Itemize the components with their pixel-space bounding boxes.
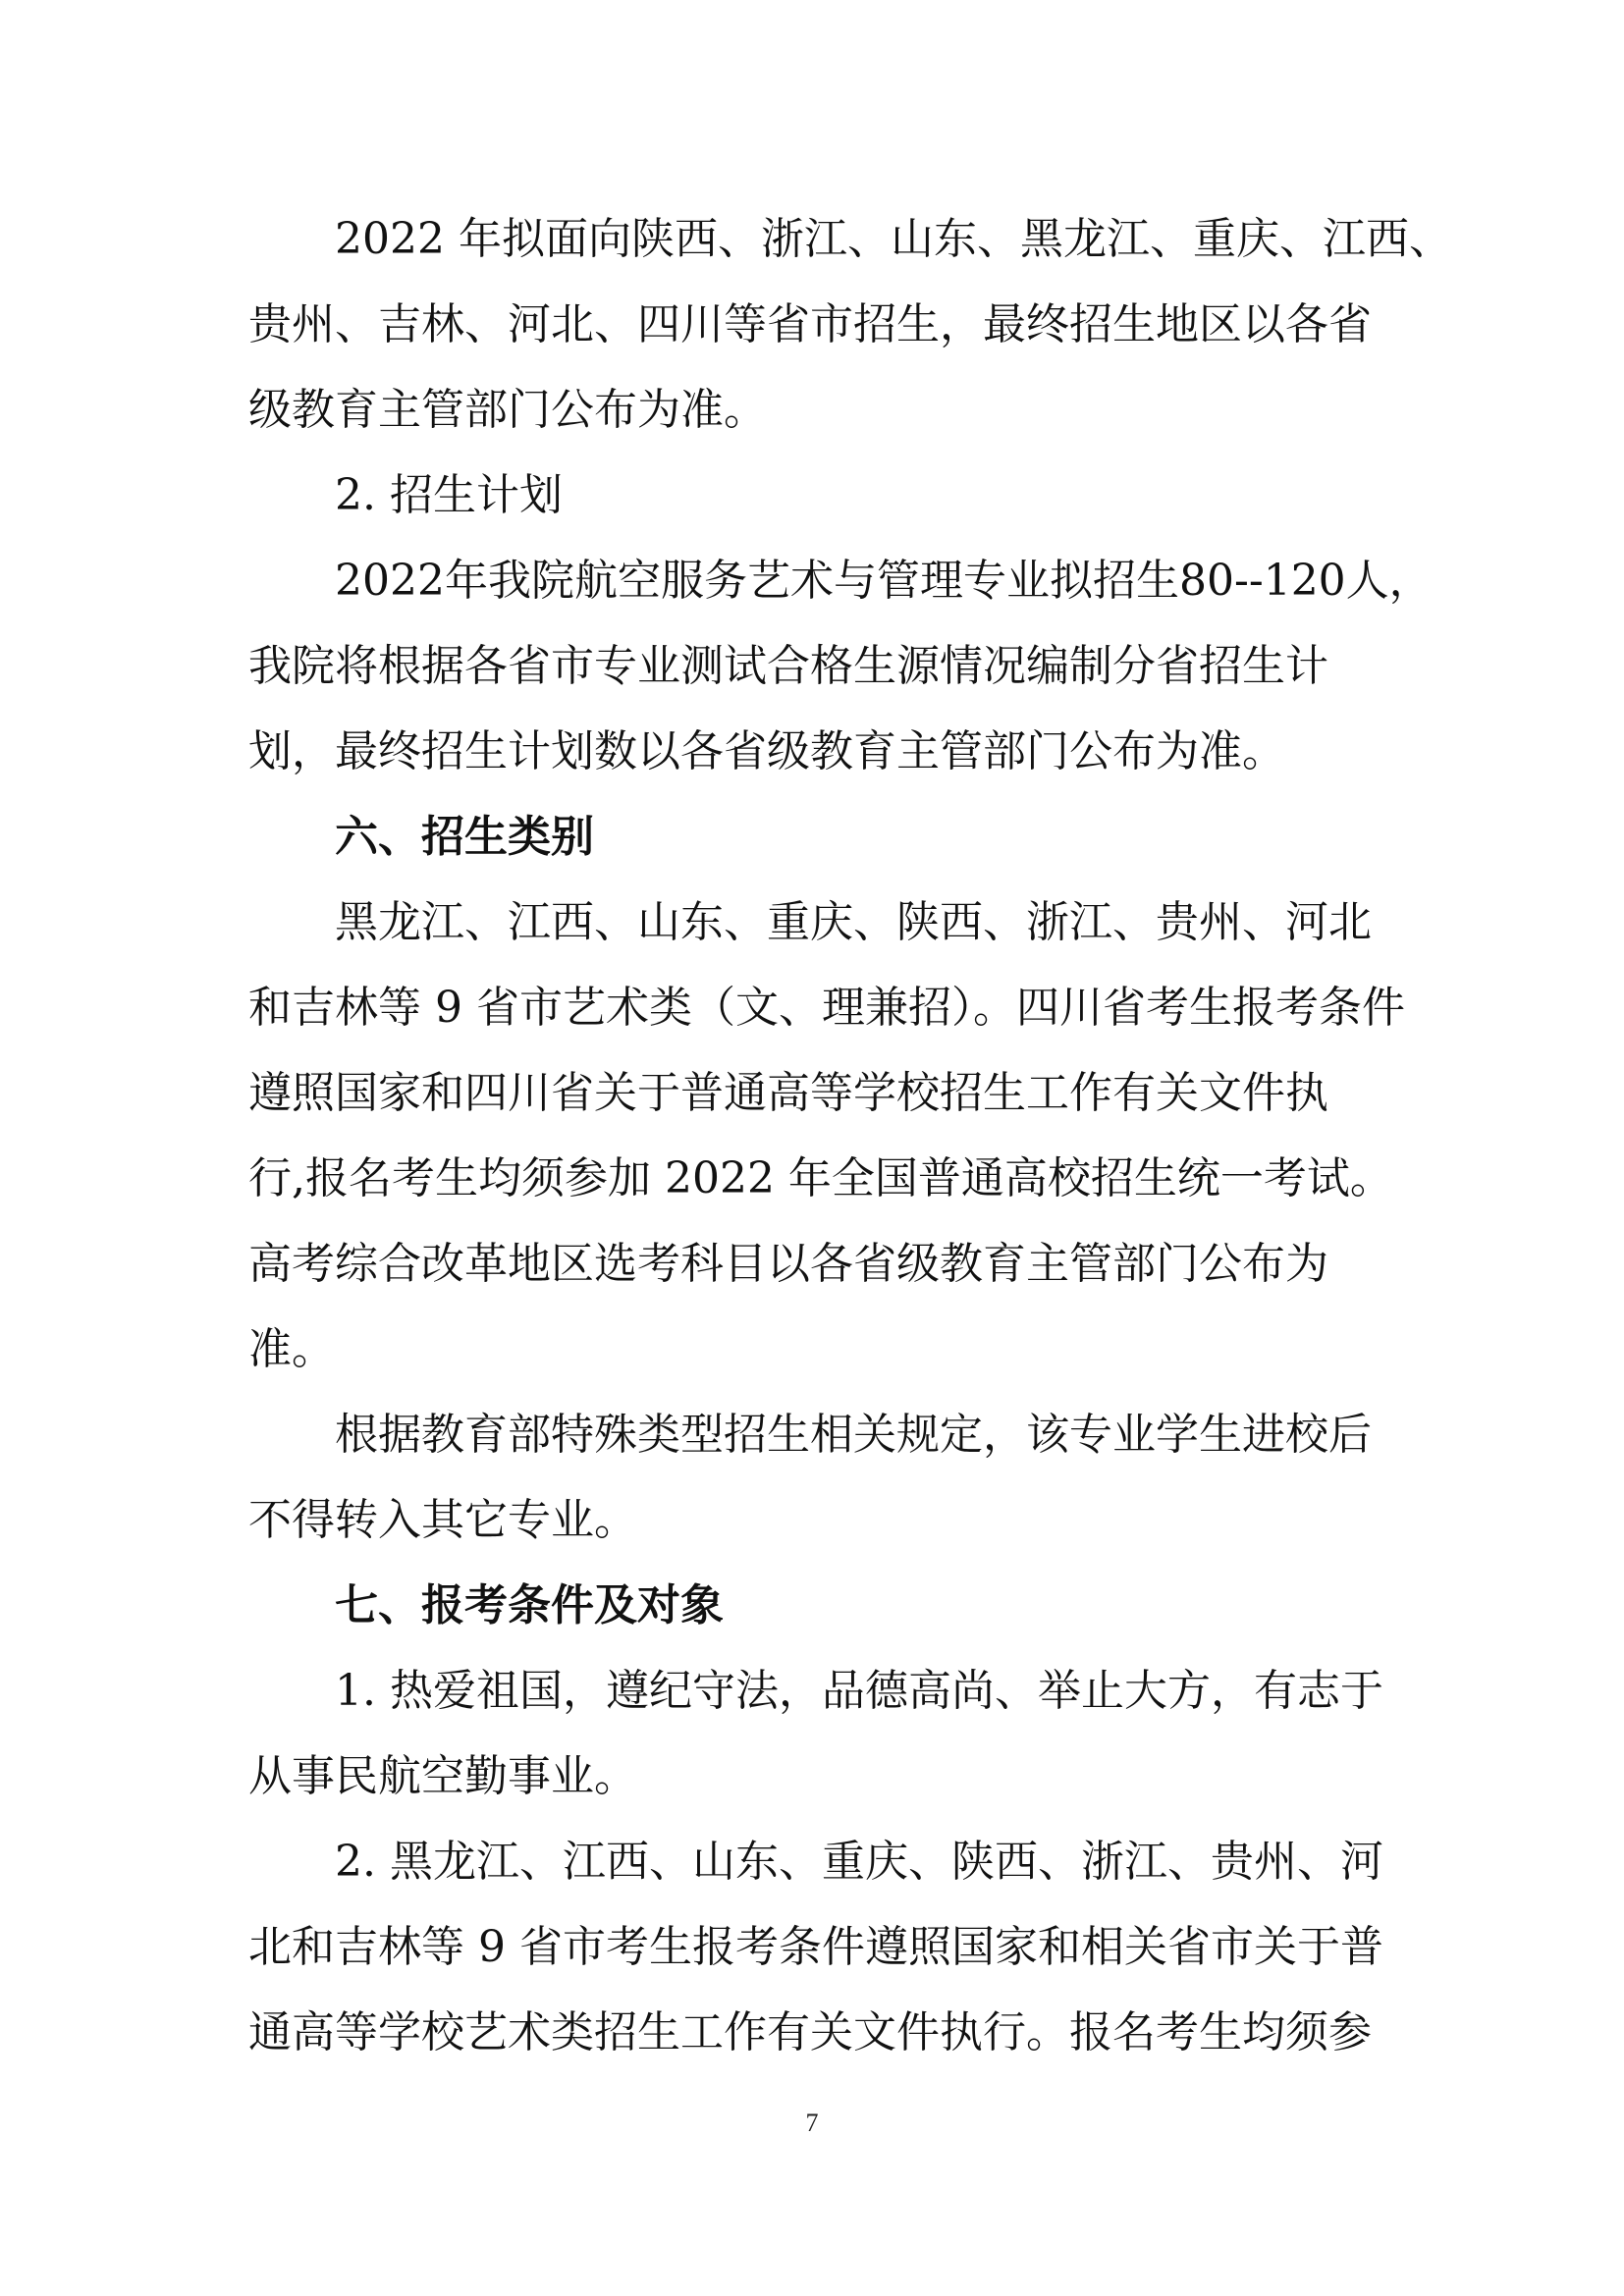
page-number: 7 xyxy=(805,2109,819,2137)
paragraph-line: 高考综合改革地区选考科目以各省级教育主管部门公布为 xyxy=(248,1239,1328,1289)
paragraph-line: 我院将根据各省市专业测试合格生源情况编制分省招生计 xyxy=(248,641,1328,691)
paragraph-line: 1. 热爱祖国，遵纪守法，品德高尚、举止大方，有志于 xyxy=(335,1666,1383,1716)
paragraph-line: 根据教育部特殊类型招生相关规定，该专业学生进校后 xyxy=(335,1410,1372,1460)
paragraph-line: 北和吉林等 9 省市考生报考条件遵照国家和相关省市关于普 xyxy=(248,1922,1383,1972)
paragraph-line: 和吉林等 9 省市艺术类（文、理兼招）。四川省考生报考条件 xyxy=(248,983,1405,1033)
paragraph-line: 行,报名考生均须参加 2022 年全国普通高校招生统一考试。 xyxy=(248,1153,1393,1203)
paragraph-line: 遵照国家和四川省关于普通高等学校招生工作有关文件执 xyxy=(248,1068,1328,1118)
paragraph-line: 黑龙江、江西、山东、重庆、陕西、浙江、贵州、河北 xyxy=(335,897,1372,947)
paragraph-line: 通高等学校艺术类招生工作有关文件执行。报名考生均须参 xyxy=(248,2007,1372,2057)
paragraph-line: 级教育主管部门公布为准。 xyxy=(248,385,767,435)
paragraph-line: 从事民航空勤事业。 xyxy=(248,1751,637,1801)
paragraph-line: 贵州、吉林、河北、四川等省市招生，最终招生地区以各省 xyxy=(248,299,1372,349)
paragraph-line: 2022年我院航空服务艺术与管理专业拟招生80--120人， xyxy=(335,556,1433,606)
section-heading: 七、报考条件及对象 xyxy=(335,1580,724,1630)
paragraph-line: 准。 xyxy=(248,1324,335,1374)
subsection-heading: 2. 招生计划 xyxy=(335,470,563,520)
document-body xyxy=(248,196,1452,2075)
paragraph-line: 划，最终招生计划数以各省级教育主管部门公布为准。 xyxy=(248,726,1285,776)
paragraph-line: 不得转入其它专业。 xyxy=(248,1495,637,1545)
section-heading: 六、招生类别 xyxy=(335,812,594,862)
paragraph-line: 2022 年拟面向陕西、浙江、山东、黑龙江、重庆、江西、 xyxy=(335,214,1452,264)
paragraph-line: 2. 黑龙江、江西、山东、重庆、陕西、浙江、贵州、河 xyxy=(335,1837,1383,1887)
